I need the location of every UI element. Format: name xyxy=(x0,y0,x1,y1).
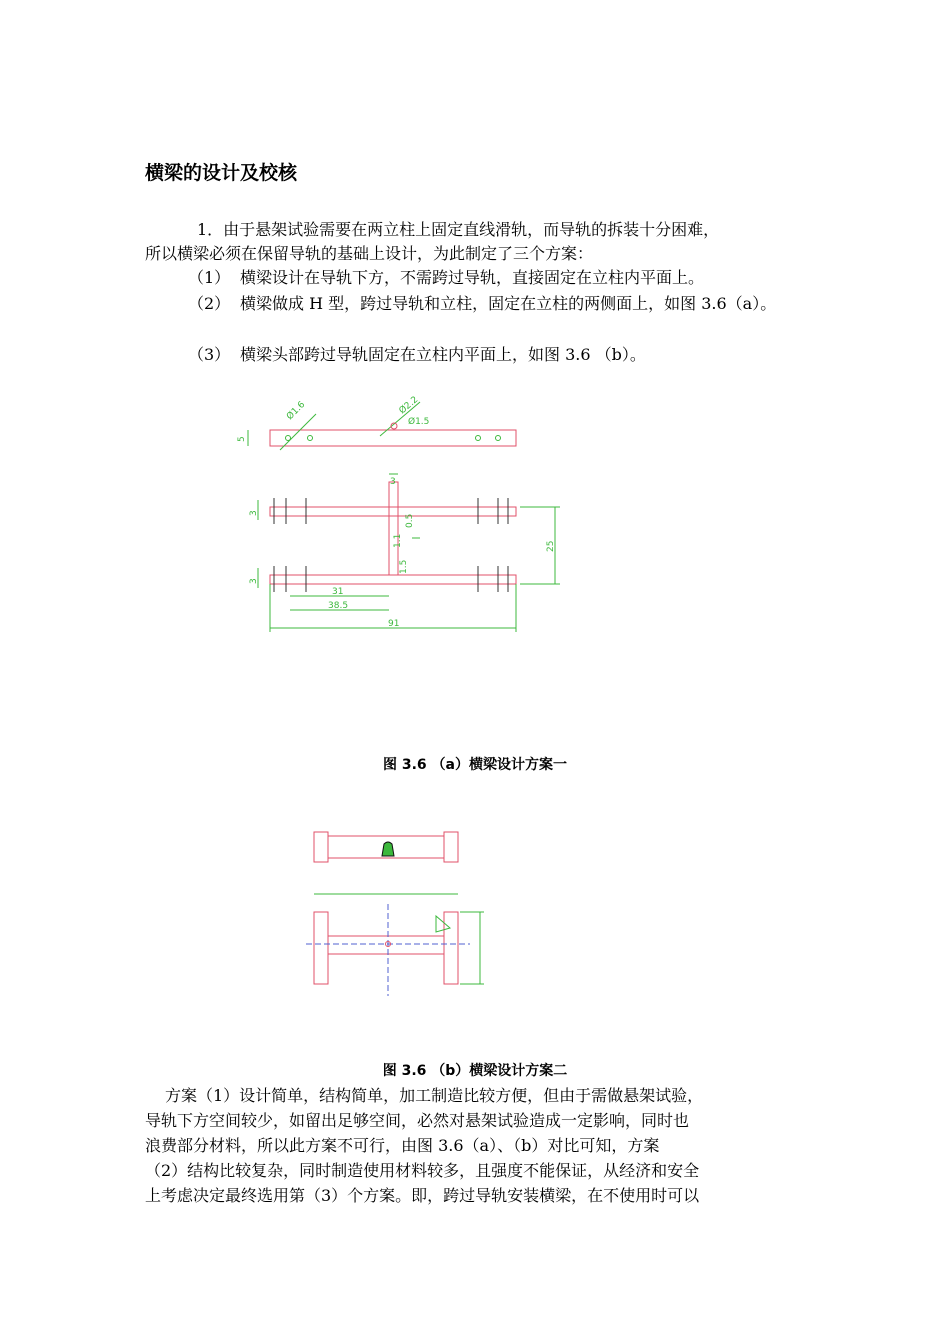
intro-line-1: 1．由于悬架试验需要在两立柱上固定直线滑轨，而导轨的拆装十分困难， xyxy=(197,220,720,239)
intro-line-2: 所以横梁必须在保留导轨的基础上设计，为此制定了三个方案： xyxy=(145,244,594,263)
conclusion-line-1: 方案（1）设计简单，结构简单，加工制造比较方便，但由于需做悬架试验， xyxy=(165,1086,704,1105)
option-text: 横梁设计在导轨下方，不需跨过导轨，直接固定在立柱内平面上。 xyxy=(240,268,705,287)
conclusion-line-2: 导轨下方空间较少，如留出足够空间，必然对悬架试验造成一定影响，同时也 xyxy=(145,1111,690,1130)
dim-label: 31 xyxy=(332,587,344,597)
dim-label: Ø1.5 xyxy=(408,417,430,427)
dim-label: 3 xyxy=(249,578,259,584)
left-head-top xyxy=(314,832,328,862)
figure-b-drawing xyxy=(300,820,500,1000)
right-head-top xyxy=(444,832,458,862)
dim-label: 5 xyxy=(237,436,247,442)
option-item-2 xyxy=(188,292,808,342)
dim-label: Ø1.6 xyxy=(285,399,308,423)
section-title: 横梁的设计及校核 xyxy=(145,162,298,184)
option-number: （1） xyxy=(188,268,231,287)
option-text: 横梁头部跨过导轨固定在立柱内平面上，如图 3.6 （b）。 xyxy=(240,345,646,364)
figure-a-drawing xyxy=(230,388,580,638)
dim-label: 3 xyxy=(249,510,259,516)
beam-web xyxy=(389,482,398,575)
beam-lower xyxy=(270,575,516,584)
beam-top-view xyxy=(270,430,516,446)
dim-label: 1.1 xyxy=(393,533,403,548)
dim-label: 25 xyxy=(546,540,556,552)
option-number: （2） xyxy=(188,294,231,313)
dim-label: 91 xyxy=(388,619,400,629)
right-head xyxy=(444,912,458,984)
option-number: （3） xyxy=(188,345,231,364)
conclusion-line-3: 浪费部分材料，所以此方案不可行，由图 3.6（a）、（b）对比可知，方案 xyxy=(145,1136,660,1155)
conclusion-line-5: 上考虑决定最终选用第（3）个方案。即，跨过导轨安装横梁，在不使用时可以 xyxy=(145,1186,700,1205)
dim-label: 3 xyxy=(390,477,396,487)
left-head xyxy=(314,912,328,984)
dim-label: 1.5 xyxy=(399,559,409,574)
conclusion-line-4: （2）结构比较复杂，同时制造使用材料较多，且强度不能保证，从经济和安全 xyxy=(145,1161,700,1180)
clamp-icon xyxy=(382,842,394,856)
figure-a-caption: 图 3.6 （a）横梁设计方案一 xyxy=(383,757,567,773)
option-text: 横梁做成 H 型，跨过导轨和立柱，固定在立柱的两侧面上，如图 3.6（a）。 xyxy=(240,294,777,313)
dim-label: 38.5 xyxy=(328,601,349,611)
figure-b-caption: 图 3.6 （b）横梁设计方案二 xyxy=(382,1063,568,1079)
dim-label: 0.5 xyxy=(405,513,415,528)
beam-upper xyxy=(270,507,516,516)
dim-label: Ø2.2 xyxy=(397,394,421,417)
